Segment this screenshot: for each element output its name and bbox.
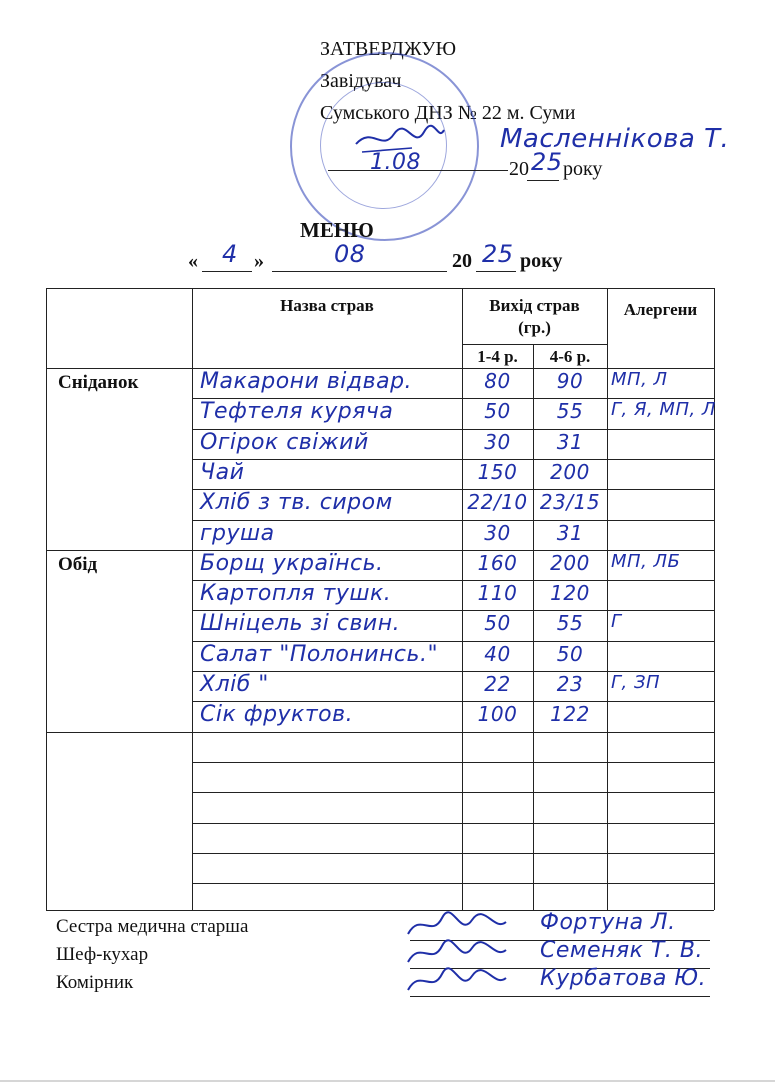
approval-year-prefix: 20	[509, 158, 529, 180]
portion-1-4: 22	[484, 672, 511, 696]
portion-1-4: 80	[484, 369, 511, 393]
portion-1-4: 30	[484, 520, 511, 545]
signature-name: Семеняк Т. В.	[540, 938, 703, 963]
header-output: Вихід страв	[489, 296, 580, 315]
portion-1-4: 110	[477, 581, 518, 606]
portion-4-6: 200	[550, 459, 590, 484]
dish-name: Картопля тушк.	[200, 581, 392, 607]
approval-year-suffix: 25	[531, 148, 563, 176]
portion-1-4: 50	[484, 611, 511, 636]
header-output-unit: (гр.)	[518, 318, 551, 337]
dish-name: Шніцель зі свин.	[200, 611, 401, 637]
portion-4-6: 31	[556, 429, 584, 454]
portion-4-6: 23	[556, 672, 584, 696]
menu-month: 08	[334, 240, 366, 268]
table-row-rule	[46, 732, 714, 733]
signature-role: Сестра медична старша	[56, 916, 249, 937]
portion-4-6: 31	[556, 520, 584, 545]
meal-label-breakfast: Сніданок	[58, 372, 139, 393]
dish-name: Хліб "	[200, 672, 269, 697]
dish-name: Хліб з тв. сиром	[200, 490, 393, 516]
portion-4-6: 55	[556, 611, 584, 636]
portion-4-6: 122	[550, 702, 590, 727]
portion-1-4: 50	[484, 399, 511, 424]
dish-name: Чай	[200, 459, 245, 485]
dish-name: груша	[200, 520, 275, 546]
menu-day-line	[202, 271, 252, 272]
header-dish-name: Назва страв	[280, 296, 374, 315]
dish-name: Макарони відвар.	[200, 369, 413, 394]
portion-1-4: 30	[484, 429, 511, 454]
signature-role: Шеф-кухар	[56, 944, 149, 965]
director-name: Масленнікова Т.	[500, 124, 730, 154]
portion-1-4: 40	[484, 641, 511, 666]
portion-1-4: 160	[477, 550, 518, 575]
allergens-value: Г, Я, МП, Л	[611, 399, 716, 421]
portion-4-6: 120	[550, 581, 590, 606]
approval-year-line	[527, 180, 559, 181]
meal-label-lunch: Обід	[58, 554, 98, 575]
table-row-rule	[192, 823, 714, 824]
allergens-value: Г	[611, 611, 622, 633]
approval-position: Завідувач	[320, 70, 402, 92]
signature-role: Комірник	[56, 972, 134, 993]
header-allergens: Алергени	[623, 300, 698, 319]
dish-name: Сік фруктов.	[200, 702, 354, 728]
portion-1-4: 22/10	[467, 490, 528, 515]
portion-4-6: 23/15	[539, 490, 601, 515]
menu-title: МЕНЮ	[300, 218, 374, 242]
menu-date-open-quote: «	[188, 250, 198, 272]
menu-year-prefix: 20	[452, 250, 472, 272]
header-age-4-6: 4-6 р.	[549, 347, 591, 366]
dish-name: Тефтеля куряча	[200, 399, 394, 425]
dish-name: Огірок свіжий	[200, 429, 369, 455]
dish-name: Борщ українсь.	[200, 550, 384, 576]
scan-edge	[0, 1080, 775, 1082]
allergens-value: Г, ЗП	[611, 672, 661, 693]
table-row-rule	[192, 459, 714, 460]
approval-title: ЗАТВЕРДЖУЮ	[320, 38, 457, 60]
portion-1-4: 100	[477, 702, 518, 727]
header-age-1-4: 1-4 р.	[477, 347, 518, 366]
portion-4-6: 50	[556, 641, 584, 666]
table-row-rule	[192, 883, 714, 884]
menu-year-suffix: 25	[482, 240, 514, 268]
menu-date-close-quote: »	[254, 250, 264, 272]
table-row-rule	[192, 853, 714, 854]
menu-year-line	[476, 271, 516, 272]
menu-day: 4	[222, 240, 238, 268]
portion-4-6: 90	[556, 369, 584, 393]
menu-year-word: року	[520, 250, 563, 272]
allergens-value: МП, Л	[611, 369, 668, 390]
table-row-rule	[192, 762, 714, 763]
menu-month-line	[272, 271, 447, 272]
approval-date: 1.08	[370, 150, 421, 175]
portion-4-6: 55	[556, 399, 584, 424]
portion-4-6: 200	[550, 550, 590, 575]
signature-name: Фортуна Л.	[540, 910, 676, 935]
table-row-rule	[192, 792, 714, 793]
approval-institution: Сумського ДНЗ № 22 м. Суми	[320, 102, 576, 124]
allergens-value: МП, ЛБ	[611, 550, 681, 572]
portion-1-4: 150	[477, 459, 518, 484]
handwritten-signature	[402, 964, 512, 1004]
dish-name: Салат "Полонинсь."	[200, 641, 439, 667]
approval-year-word: року	[563, 158, 603, 180]
signature-name: Курбатова Ю.	[540, 966, 707, 991]
